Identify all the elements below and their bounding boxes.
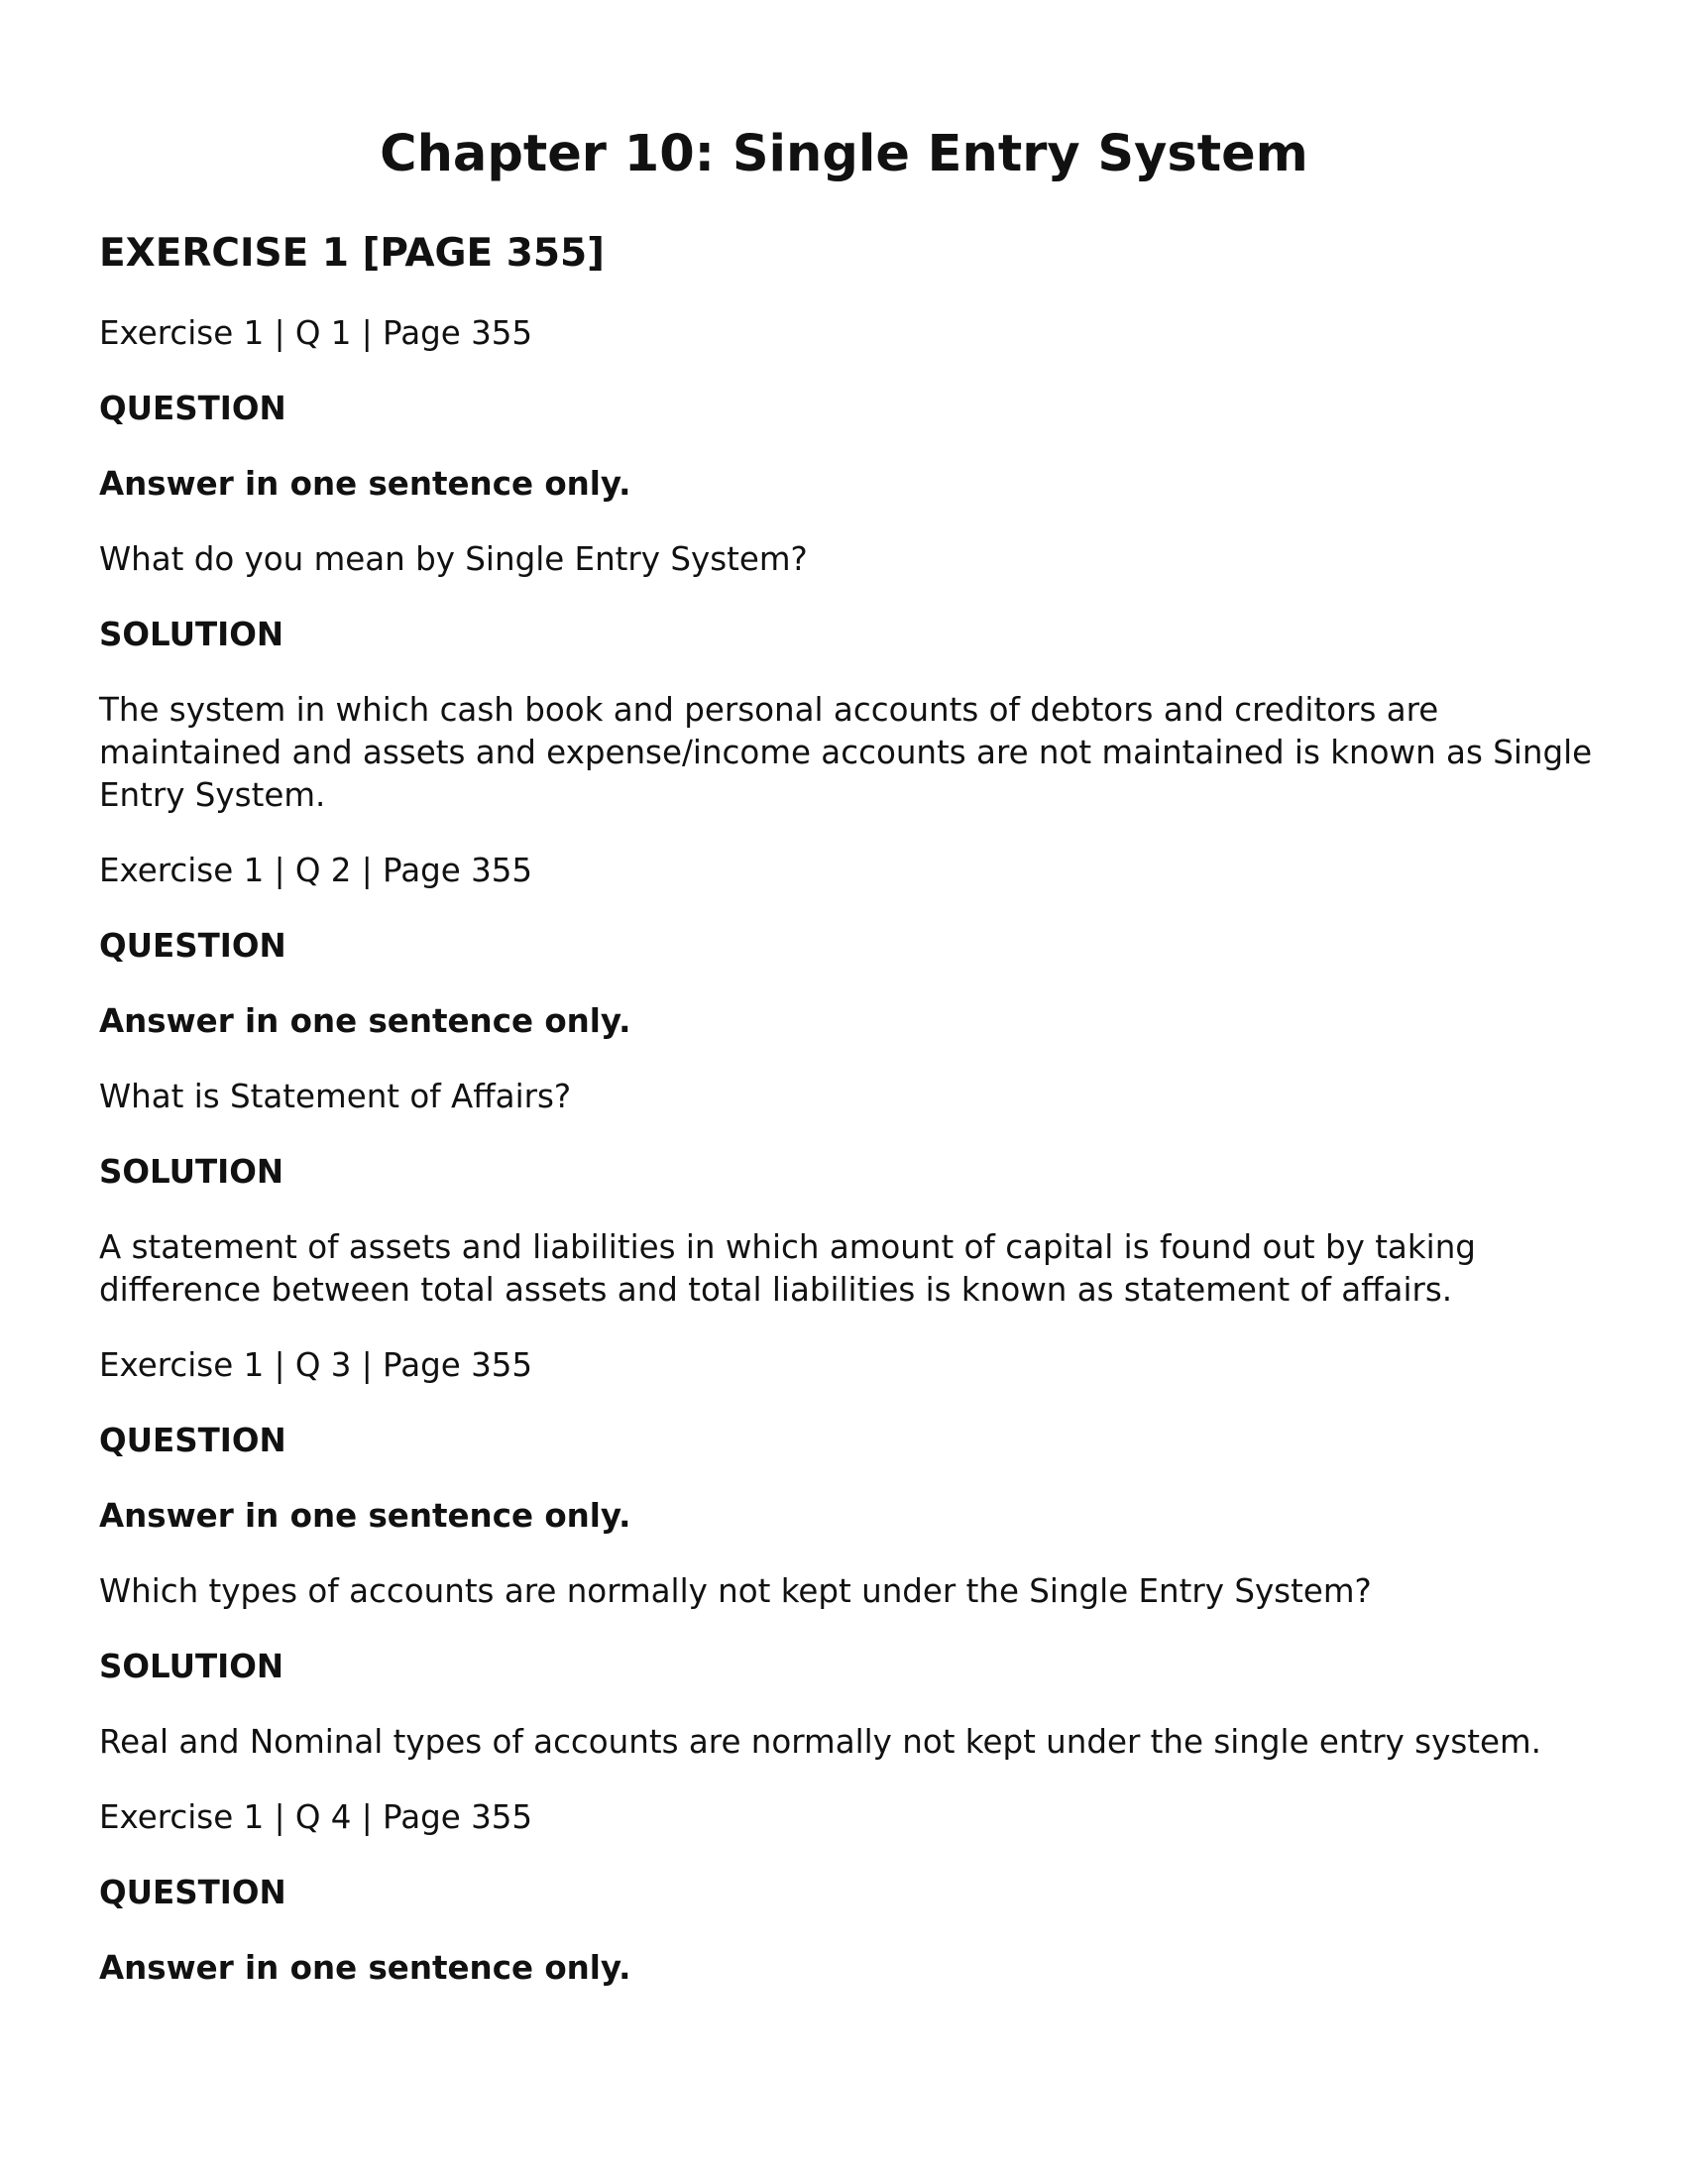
question-block-1 [99,312,1606,817]
question-text: What do you mean by Single Entry System? [99,540,808,578]
question-instruction: Answer in one sentence only. [99,1949,631,1987]
question-instruction: Answer in one sentence only. [99,1497,631,1535]
question-text: What is Statement of Affairs? [99,1078,572,1115]
question-reference: Exercise 1 | Q 3 | Page 355 [99,1346,533,1384]
solution-label: SOLUTION [99,1648,284,1685]
question-reference: Exercise 1 | Q 2 | Page 355 [99,852,533,889]
question-block-3 [99,1344,1606,1764]
question-label: QUESTION [99,1874,286,1911]
question-label: QUESTION [99,390,286,427]
question-block-4 [99,1796,1606,1990]
solution-text: Real and Nominal types of accounts are normally not kept under the single entry system. [99,1723,1541,1761]
exercise-heading: EXERCISE 1 [PAGE 355] [99,231,606,276]
question-instruction: Answer in one sentence only. [99,1002,631,1040]
chapter-title: Chapter 10: Single Entry System [380,125,1308,183]
question-reference: Exercise 1 | Q 4 | Page 355 [99,1798,533,1836]
solution-label: SOLUTION [99,616,284,653]
page-content [99,226,1606,2022]
solution-text: The system in which cash book and personal accounts of debtors and creditors are maintained and assets and expense/income accounts are not maintained is known as Single Entry System. [99,691,1593,814]
solution-text: A statement of assets and liabilities in which amount of capital is found out by taking difference between total assets and total liabilities is known as statement of affairs. [99,1228,1476,1309]
question-block-2 [99,850,1606,1312]
question-instruction: Answer in one sentence only. [99,465,631,503]
solution-label: SOLUTION [99,1153,284,1191]
question-reference: Exercise 1 | Q 1 | Page 355 [99,314,533,352]
question-label: QUESTION [99,1422,286,1459]
question-text: Which types of accounts are normally not kept under the Single Entry System? [99,1572,1372,1610]
question-label: QUESTION [99,927,286,965]
